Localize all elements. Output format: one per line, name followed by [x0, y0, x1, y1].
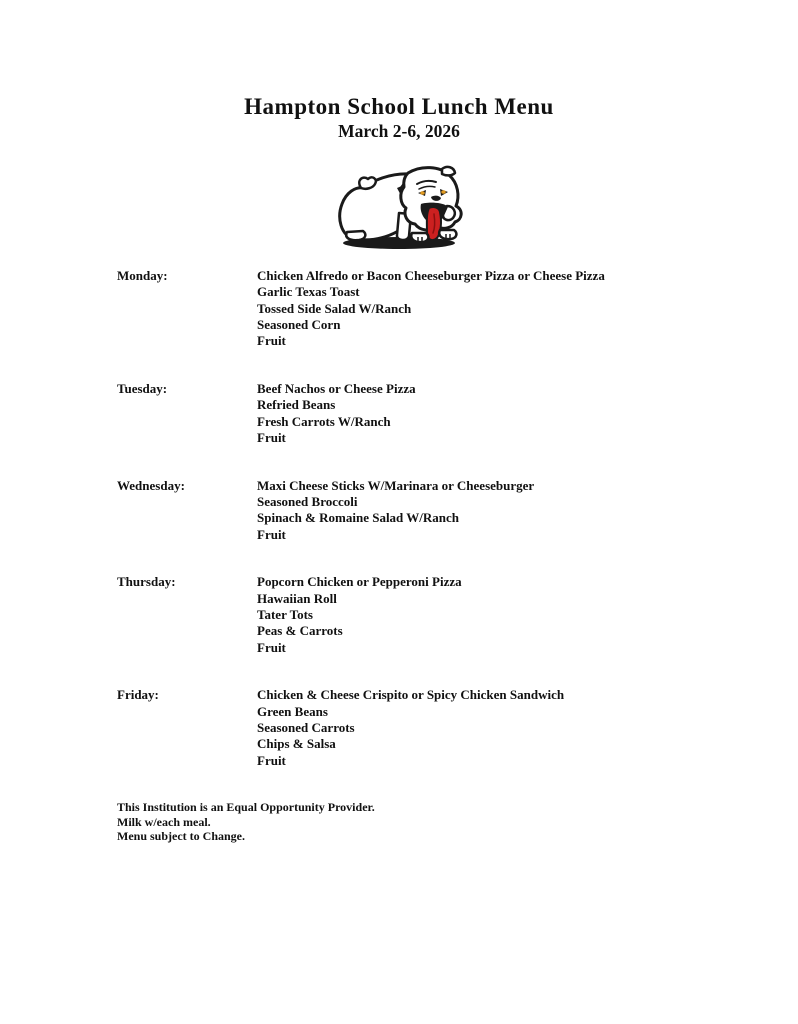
day-row [117, 268, 758, 349]
footer-notes [0, 800, 798, 843]
menu-item: Refried Beans [257, 397, 336, 413]
menu-item: Chicken Alfredo or Bacon Cheeseburger Pizza or Cheese Pizza [257, 268, 605, 283]
menu-item: Fruit [257, 526, 286, 542]
footer-line: Menu subject to Change. [117, 828, 245, 843]
menu-item: Chicken & Cheese Crispito or Spicy Chicken Sandwich [257, 687, 565, 703]
day-row [117, 381, 758, 446]
day-row [117, 687, 758, 768]
menu-item: Tater Tots [257, 606, 313, 622]
day-items [257, 478, 758, 543]
day-label: Tuesday: [117, 380, 168, 396]
page-title: Hampton School Lunch Menu [244, 94, 554, 119]
menu-item: Beef Nachos or Cheese Pizza [257, 380, 416, 396]
day-label: Friday: [117, 687, 159, 703]
day-label: Monday: [117, 268, 168, 283]
day-label: Thursday: [117, 574, 176, 590]
menu-item: Seasoned Corn [257, 316, 341, 332]
menu-days [117, 268, 758, 769]
bulldog-mascot-icon [333, 158, 465, 253]
menu-item: Hawaiian Roll [257, 590, 337, 606]
menu-item: Peas & Carrots [257, 623, 343, 639]
menu-item: Fresh Carrots W/Ranch [257, 413, 391, 429]
day-label: Wednesday: [117, 477, 185, 493]
document-header [0, 0, 798, 142]
day-items [257, 381, 758, 446]
day-items [257, 574, 758, 655]
school-mascot-logo [0, 158, 798, 255]
footer-line: This Institution is an Equal Opportunity Provider. [117, 800, 375, 815]
day-items [257, 268, 758, 349]
menu-item: Seasoned Carrots [257, 719, 355, 735]
menu-item: Chips & Salsa [257, 736, 336, 752]
footer-line: Milk w/each meal. [117, 814, 211, 829]
menu-item: Fruit [257, 429, 286, 445]
menu-item: Seasoned Broccoli [257, 493, 358, 509]
menu-item: Tossed Side Salad W/Ranch [257, 300, 412, 316]
day-row [117, 478, 758, 543]
menu-item: Popcorn Chicken or Pepperoni Pizza [257, 574, 462, 590]
day-row [117, 574, 758, 655]
date-range: March 2-6, 2026 [338, 121, 460, 141]
menu-item: Fruit [257, 333, 286, 349]
weekly-menu [0, 268, 798, 769]
menu-item: Maxi Cheese Sticks W/Marinara or Cheeseburger [257, 477, 535, 493]
menu-item: Spinach & Romaine Salad W/Ranch [257, 510, 460, 526]
menu-item: Green Beans [257, 703, 328, 719]
menu-item: Fruit [257, 639, 286, 655]
day-items [257, 687, 758, 768]
menu-item: Fruit [257, 752, 286, 768]
menu-item: Garlic Texas Toast [257, 284, 360, 300]
